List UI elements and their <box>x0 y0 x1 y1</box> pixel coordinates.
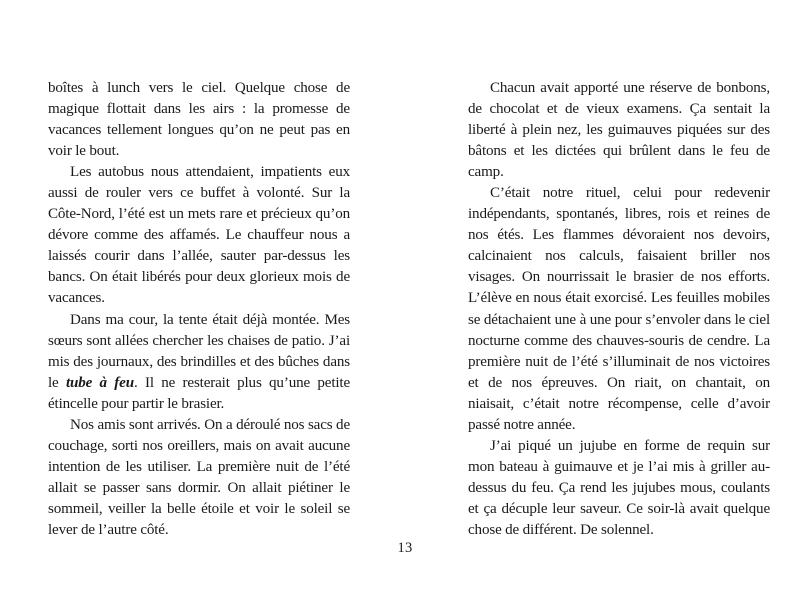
text-column-right <box>468 78 770 541</box>
text-run: Les autobus nous attendaient, impatients eux aussi de rouler vers ce buffet à volonté. Sur la Côte-Nord, l’été est un mets rare et précieux qu’on dévore comme des affamés. Le chauffeur nous a laissés courir dans l’allée, sauter par-dessus les bancs. On était libérés pour deux glorieux mois de vacances. <box>48 164 350 307</box>
text-run: Chacun avait apporté une réserve de bonbons, de chocolat et de vieux examens. Ça sentait la liberté à plein nez, les guimauves piquées sur des bâtons et les dictées qui brûlent dans le feu de camp. <box>468 80 770 181</box>
paragraph <box>468 183 770 436</box>
text-run: C’était notre rituel, celui pour redevenir indépendants, spontanés, libres, rois et reines de nos étés. Les flammes dévoraient nos devoirs, calcinaient nos calculs, faisaient briller nos visages. On nourrissait le brasier de nos efforts. L’élève en nous était exorcisé. Les feuilles mobiles se détachaient une à une pour s’envoler dans le ciel nocturne comme des chauves-souris de cendre. La première nuit de l’été s’illuminait de nos victoires et de nos épreuves. On riait, on chantait, on niaisait, c’était notre récompense, celle d’avoir passé notre année. <box>468 185 770 433</box>
paragraph <box>468 78 770 183</box>
text-run: . Il ne resterait plus qu’une petite étincelle pour partir le brasier. <box>48 374 351 412</box>
text-run: boîtes à lunch vers le ciel. Quelque chose de magique flottait dans les airs : la promesse de vacances tellement longues qu’on ne peut pas en voir le bout. <box>48 80 350 160</box>
text-column-left <box>48 78 350 541</box>
page-number: 13 <box>397 540 413 556</box>
paragraph <box>468 436 770 541</box>
text-run: Nos amis sont arrivés. On a déroulé nos sacs de couchage, sorti nos oreillers, mais on avait aucune intention de les utiliser. La première nuit de l’été allait se passer sans dormir. On allait piétiner le sommeil, veiller la belle étoile et voir le soleil se lever de l’autre côté. <box>48 416 350 538</box>
paragraph <box>48 310 350 415</box>
paragraph <box>48 78 350 162</box>
emphasized-term: tube à feu <box>65 374 134 391</box>
paragraph <box>48 415 350 541</box>
paragraph <box>48 162 350 309</box>
text-run: J’ai piqué un jujube en forme de requin sur mon bateau à guimauve et je l’ai mis à griller au-dessus du feu. Ça rend les jujubes mous, coulants et ça décuple leur saveur. Ce soir-là avait quelque chose de différent. De solennel. <box>468 437 770 538</box>
text-run: Dans ma cour, la tente était déjà montée. Mes sœurs sont allées chercher les chaises de patio. J’ai mis des journaux, des brindilles et des bûches dans le <box>48 311 350 391</box>
